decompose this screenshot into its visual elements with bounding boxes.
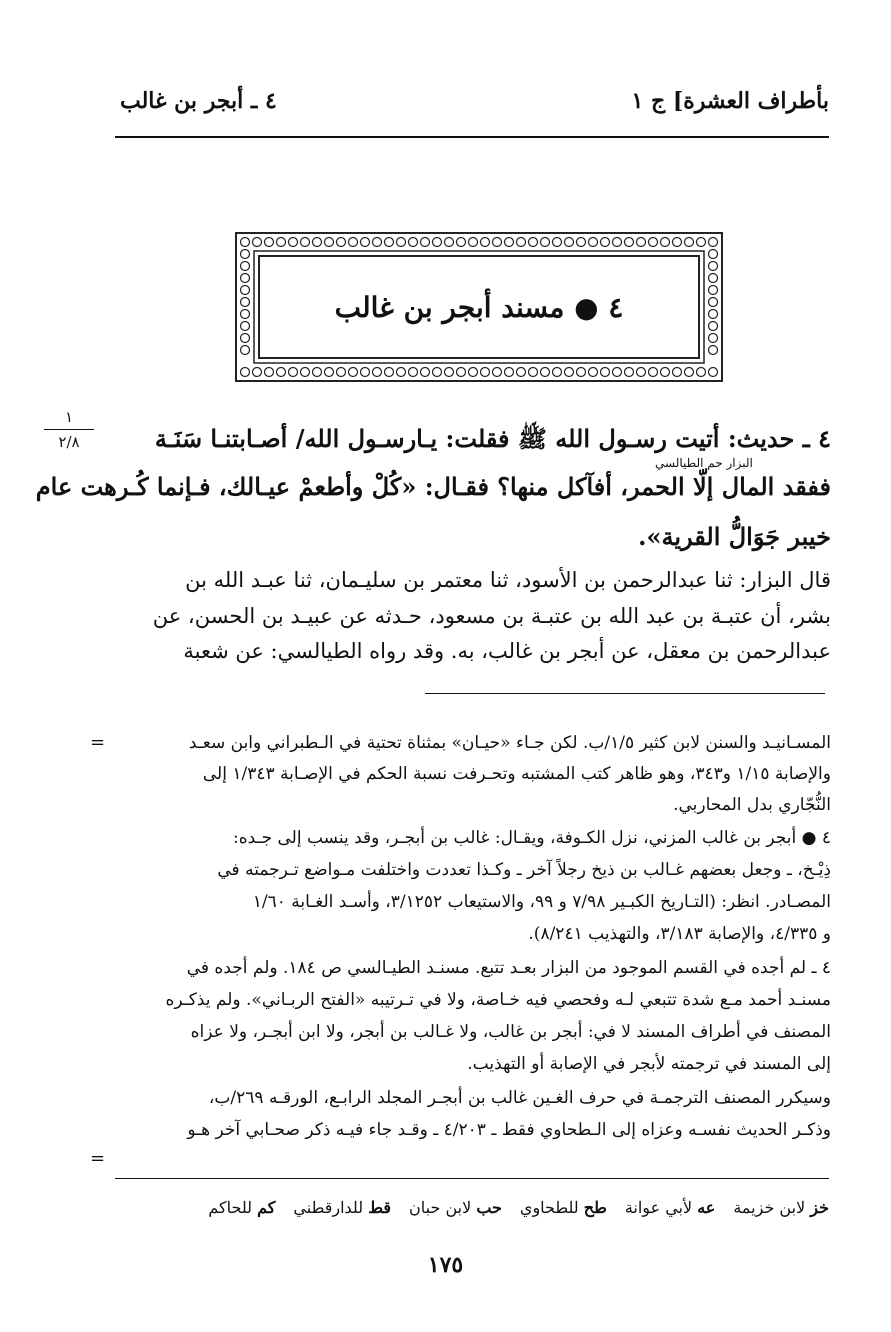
abbreviation-item: طح للطحاوي bbox=[519, 1198, 607, 1217]
page-number: ١٧٥ bbox=[427, 1252, 464, 1278]
footnote-line: مسنـد أحمد مـع شدة تتبعي لـه وفحصي فيه خـاصة، ولا في تـرتيبه «الفتح الربـاني». ولم يذكـره bbox=[165, 990, 831, 1010]
running-header-book-title: بأطراف العشرة] ج ١ bbox=[631, 88, 829, 114]
footnote-line: ٤ ● أبجر بن غالب المزني، نزل الكـوفة، ويقـال: غالب بن أبجـر، وقد ينسب إلى جـده: bbox=[233, 828, 831, 848]
footnote-line: إلى المسند في ترجمته لأبجر في الإصابة أو التهذيب. bbox=[467, 1054, 831, 1074]
isnad-line-3: عبدالرحمن بن معقل، عن أبجر بن غالب، به. وقد رواه الطيالسي: عن شعبة bbox=[183, 639, 831, 663]
section-title: ٤ ● مسند أبجر بن غالب bbox=[334, 290, 624, 324]
hadith-line-2: ففقد المال إلّا الحمر، أفآكل منها؟ فقـال: «كُلْ وأطعمْ عيـالك، فـإنما كُـرهت عام bbox=[35, 472, 831, 501]
continuation-mark-bottom: = bbox=[90, 1148, 106, 1169]
footnote-line: ٤ ـ لم أجده في القسم الموجود من البزار بعـد تتبع. مسنـد الطيـالسي ص ١٨٤. ولم أجده في bbox=[186, 958, 831, 978]
footnote-line: المسـانيـد والسنن لابن كثير ١/٥/ب. لكن جـاء «حيـان» بمثناة تحتية في الـطبراني وابن سعـد bbox=[188, 733, 831, 753]
source-note: البزار حم الطيالسي bbox=[655, 456, 753, 470]
footnote-line: وسيكرر المصنف الترجمـة في حرف الغـين غالب بن أبجـر المجلد الرابـع، الورقـه ٢٦٩/ب، bbox=[208, 1088, 831, 1108]
footnote-line: و ٤/٣٣٥، والإصابة ٣/١٨٣، والتهذيب ٨/٢٤١). bbox=[528, 924, 831, 944]
title-box bbox=[258, 255, 700, 359]
margin-reference bbox=[44, 408, 94, 451]
footnote-line: المصـادر. انظر: (التـاريخ الكبـير ٧/٩٨ و ٩٩، والاستيعاب ٣/١٢٥٢، وأسـد الغـابة ١/٦٠ bbox=[252, 892, 831, 912]
margin-ref-top: ١ bbox=[64, 408, 74, 426]
continuation-mark-top: = bbox=[90, 732, 106, 753]
hadith-line-1: ٤ ـ حديث: أتيت رسـول الله ﷺ فقلت: يـارسـول الله/ أصـابتنـا سَنَـة bbox=[154, 424, 831, 453]
margin-ref-rule bbox=[44, 429, 94, 430]
isnad-line-1: قال البزار: ثنا عبدالرحمن بن الأسود، ثنا معتمر بن سليـمان، ثنا عبـد الله بن bbox=[185, 568, 831, 592]
running-header-chapter: ٤ ـ أبجر بن غالب bbox=[120, 88, 277, 114]
abbreviation-item: خز لابن خزيمة bbox=[733, 1198, 829, 1217]
abbreviation-item: قط للدارقطني bbox=[293, 1198, 392, 1217]
footnote-line: والإصابة ١/١٥ و٣٤٣، وهو ظاهر كتب المشتبه وتحـرفت نسبة الحكم في الإصـابة ١/٣٤٣ إلى bbox=[202, 764, 831, 784]
footnote-line: النُّجّاري بدل المحاربي. bbox=[673, 795, 831, 815]
footnote-separator bbox=[425, 693, 825, 694]
margin-ref-bottom: ٢/٨ bbox=[58, 433, 80, 451]
footnote-line: المصنف في أطراف المسند لا في: أبجر بن غالب، ولا غـالب بن أبجر، ولا ابن أبجـر، ولا عزاه bbox=[190, 1022, 831, 1042]
abbreviations-key bbox=[208, 1198, 829, 1217]
abbreviation-item: حب لابن حبان bbox=[409, 1198, 502, 1217]
footnote-line: وذكـر الحديث نفسـه وعزاه إلى الـطحاوي فقط ـ ٤/٢٠٣ ـ وقـد جاء فيـه ذكر صحـابي آخر هـو bbox=[187, 1120, 831, 1140]
bottom-rule bbox=[115, 1178, 829, 1179]
abbreviation-item: عه لأبي عوانة bbox=[624, 1198, 716, 1217]
footnote-line: ذِيْـخ، ـ وجعل بعضهم غـالب بن ذيخ رجلاً آخر ـ وكـذا تعددت واختلفت مـواضع تـرجمته في bbox=[217, 860, 831, 880]
header-rule bbox=[115, 136, 829, 138]
abbreviation-item: كم للحاكم bbox=[208, 1198, 276, 1217]
isnad-line-2: بشر، أن عتبـة بن عبد الله بن عتبـة بن مسعود، حـدثه عن عبيـد بن الحسن، عن bbox=[152, 604, 831, 628]
hadith-line-3: خيبر جَوَالُّ القرية». bbox=[638, 522, 831, 551]
